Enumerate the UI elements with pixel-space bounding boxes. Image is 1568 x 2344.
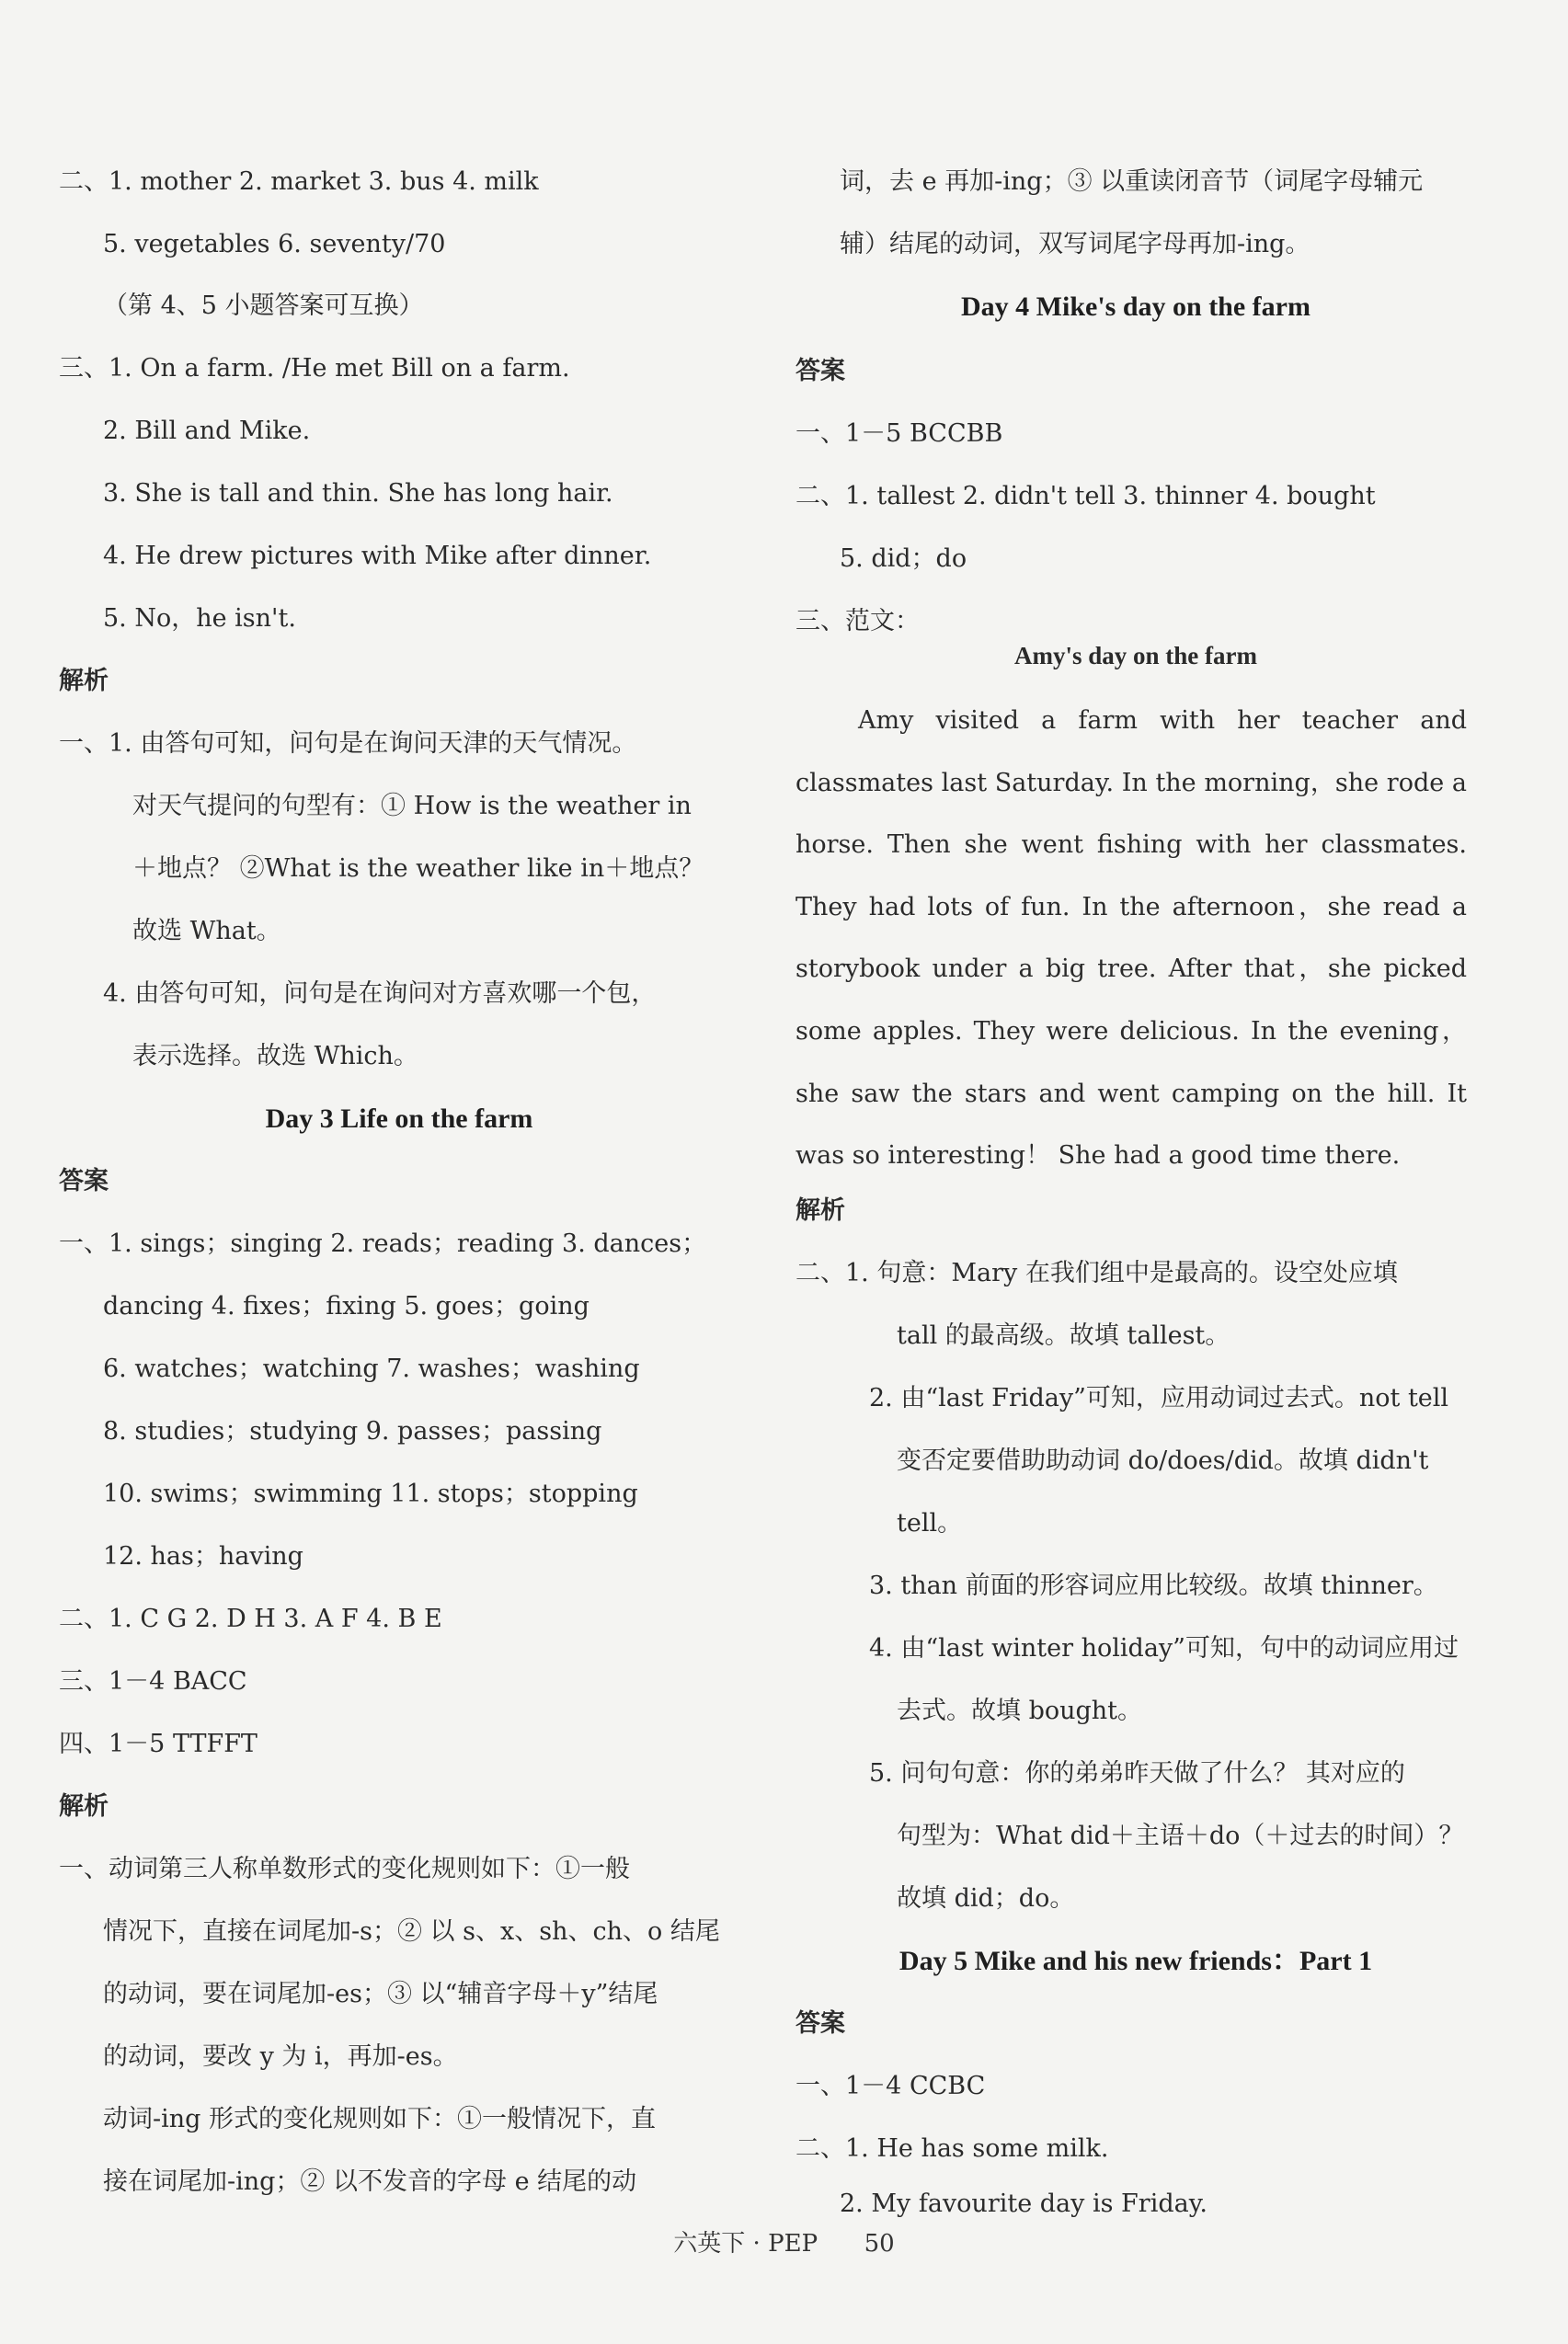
analysis-line: 变否定要借助助动词 do/does/did。故填 didn't xyxy=(897,1446,1429,1475)
analysis-line: tall 的最高级。故填 tallest。 xyxy=(897,1321,1230,1350)
answer-line: 三、范文： xyxy=(795,607,920,635)
answer-line: 二、1. He has some milk. xyxy=(795,2134,1109,2163)
analysis-line: 句型为：What did＋主语＋do（＋过去的时间）？ xyxy=(897,1822,1464,1850)
answer-line: 一、1. sings；singing 2. reads；reading 3. dances； xyxy=(59,1229,707,1258)
answer-line: 12. has；having xyxy=(103,1542,303,1571)
page-footer xyxy=(0,2227,1568,2260)
analysis-line: 4. 由答句可知，问句是在询问对方喜欢哪一个包， xyxy=(103,979,657,1008)
analysis-line: 的动词，要改 y 为 i，再加-es。 xyxy=(103,2042,458,2071)
answer-line: dancing 4. fixes；fixing 5. goes；going xyxy=(103,1292,589,1321)
analysis-line: 辅）结尾的动词，双写词尾字母再加-ing。 xyxy=(840,230,1310,258)
analysis-line: 表示选择。故选 Which。 xyxy=(132,1042,418,1070)
essay-paragraph xyxy=(795,690,1467,1187)
day-4-heading: Day 4 Mike's day on the farm xyxy=(961,292,1310,322)
analysis-line: 一、1. 由答句可知，问句是在询问天津的天气情况。 xyxy=(59,729,637,758)
essay-text: Amy visited a farm with her teacher and classmates last Saturday. In the morning，she rode a horse. Then she went fishing with her classmates. They had lots of fun. In the afternoon，she read a storybook under a big tree. After that，she picked some apples. They were delicious. In the evening，she saw the stars and went camping on the hill. It was so interesting！ She had a good time there. xyxy=(795,706,1467,1171)
analysis-line: 二、1. 句意：Mary 在我们组中是最高的。设空处应填 xyxy=(795,1259,1398,1287)
answer-line: 4. He drew pictures with Mike after dinner. xyxy=(103,542,652,570)
answer-line: 一、1－5 BCCBB xyxy=(795,419,1003,448)
analysis-line: 4. 由“last winter holiday”可知，句中的动词应用过 xyxy=(869,1634,1459,1663)
answer-line: 2. My favourite day is Friday. xyxy=(840,2190,1207,2218)
section-label-analysis: 解析 xyxy=(59,1792,109,1821)
answer-line: 10. swims；swimming 11. stops；stopping xyxy=(103,1480,638,1508)
section-label-answers: 答案 xyxy=(795,357,845,385)
section-label-analysis: 解析 xyxy=(795,1196,845,1225)
section-label-answers: 答案 xyxy=(795,2009,845,2038)
analysis-line: 故选 What。 xyxy=(132,917,281,945)
answer-line: 5. No，he isn't. xyxy=(103,604,296,633)
analysis-line: 故填 did；do。 xyxy=(897,1884,1075,1913)
analysis-line: 3. than 前面的形容词应用比较级。故填 thinner。 xyxy=(869,1572,1438,1600)
analysis-line: 情况下，直接在词尾加-s；② 以 s、x、sh、ch、o 结尾 xyxy=(103,1917,720,1946)
analysis-line: 对天气提问的句型有：① How is the weather in xyxy=(132,792,692,820)
analysis-line: 2. 由“last Friday”可知，应用动词过去式。not tell xyxy=(869,1384,1449,1412)
analysis-line: 动词-ing 形式的变化规则如下：①一般情况下，直 xyxy=(103,2105,657,2133)
analysis-line: 一、动词第三人称单数形式的变化规则如下：①一般 xyxy=(59,1855,630,1883)
answer-line: 二、1. tallest 2. didn't tell 3. thinner 4. bought xyxy=(795,482,1376,510)
analysis-line: 的动词，要在词尾加-es；③ 以“辅音字母＋y”结尾 xyxy=(103,1980,658,2008)
note-line: （第 4、5 小题答案可互换） xyxy=(103,292,424,320)
section-label-analysis: 解析 xyxy=(59,667,109,695)
footer-book-label: 六英下 · PEP xyxy=(673,2230,818,2258)
answer-line: 二、1. mother 2. market 3. bus 4. milk xyxy=(59,167,539,196)
answer-line: 三、1. On a farm. /He met Bill on a farm. xyxy=(59,354,570,383)
answer-line: 2. Bill and Mike. xyxy=(103,417,311,445)
answer-line: 四、1－5 TTFFT xyxy=(59,1730,258,1758)
day-5-heading: Day 5 Mike and his new friends：Part 1 xyxy=(898,1946,1373,1976)
analysis-line: tell。 xyxy=(897,1509,963,1538)
analysis-line: 5. 问句句意：你的弟弟昨天做了什么？ 其对应的 xyxy=(869,1759,1405,1788)
analysis-line: 去式。故填 bought。 xyxy=(897,1697,1143,1725)
answer-line: 3. She is tall and thin. She has long hair. xyxy=(103,479,613,508)
essay-title: Amy's day on the farm xyxy=(1014,642,1257,669)
answer-line: 一、1－4 CCBC xyxy=(795,2072,986,2100)
answer-line: 5. did；do xyxy=(840,544,967,573)
analysis-line: 接在词尾加-ing；② 以不发音的字母 e 结尾的动 xyxy=(103,2167,637,2196)
page-number: 50 xyxy=(864,2230,895,2258)
answer-line: 8. studies；studying 9. passes；passing xyxy=(103,1417,602,1446)
answer-line: 5. vegetables 6. seventy/70 xyxy=(103,230,446,258)
section-label-answers: 答案 xyxy=(59,1167,109,1195)
answer-line: 三、1－4 BACC xyxy=(59,1667,247,1696)
day-3-heading: Day 3 Life on the farm xyxy=(265,1103,533,1134)
analysis-line: 词，去 e 再加-ing；③ 以重读闭音节（词尾字母辅元 xyxy=(840,167,1424,196)
analysis-line: ＋地点？ ②What is the weather like in＋地点？ xyxy=(132,854,704,883)
answer-line: 6. watches；watching 7. washes；washing xyxy=(103,1355,640,1383)
answer-line: 二、1. C G 2. D H 3. A F 4. B E xyxy=(59,1605,442,1633)
